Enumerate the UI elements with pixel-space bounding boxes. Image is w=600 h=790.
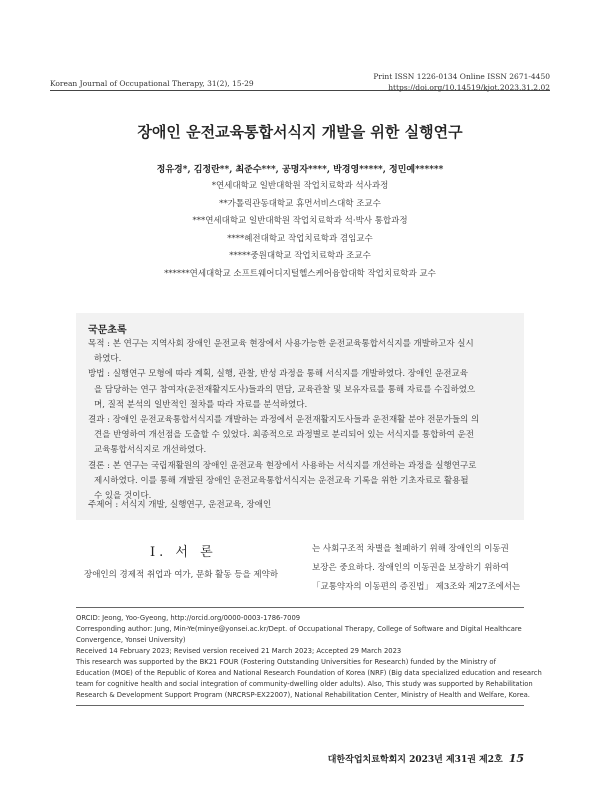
section-title: I. 서 론 (150, 545, 217, 560)
journal-reference: Korean Journal of Occupational Therapy, 31(2), 15-29 (50, 79, 254, 88)
received-dates-note: Received 14 February 2023; Revised version received 21 March 2023; Accepted 29 March 2023 (76, 647, 402, 655)
abstract-heading: 국문초록 (88, 325, 127, 336)
author-list: 정유경*, 김정란**, 최준수***, 공명자****, 박경영*****, 정민예****** (156, 165, 444, 175)
abstract-line: 결론 : 본 연구는 국립재활원의 장애인 운전교육 현장에서 사용하는 서식지를 개선하는 과정을 실행연구로 (88, 460, 477, 471)
abstract-line: 제시하였다. 이를 통해 개발된 장애인 운전교육통합서식지는 운전교육 기록을 위한 기초자료로 활용될 (94, 475, 469, 486)
abstract-line: 며, 질적 분석의 일반적인 절차를 따라 자료를 분석하였다. (94, 399, 308, 410)
abstract-line: 목적 : 본 연구는 지역사회 장애인 운전교육 현장에서 사용가능한 운전교육통합서식지를 개발하고자 실시 (88, 339, 474, 349)
abstract-line: 수 있을 것이다. (94, 491, 152, 501)
right-column-line: 「교통약자의 이동편의 증진법」 제3조와 제27조에서는 (312, 582, 521, 592)
page-number: 15 (508, 752, 524, 765)
keywords: 주제어 : 서식지 개발, 실행연구, 운전교육, 장애인 (88, 500, 272, 510)
journal-footer (328, 752, 524, 765)
doi-link[interactable]: https://doi.org/10.14519/kjot.2023.31.2.02 (388, 83, 550, 92)
abstract-line: 결과 : 장애인 운전교육통합서식지를 개발하는 과정에서 운전재활지도사들과 운전재활 분야 전문가들의 의 (88, 415, 480, 425)
affiliation: ******연세대학교 소프트웨어디지털헬스케어융합대학 작업치료학과 교수 (164, 268, 436, 279)
abstract-line: 견을 반영하여 개선점을 도출할 수 있었다. 최종적으로 과정별로 분리되어 있는 서식지를 통합하여 운전 (94, 430, 474, 441)
header-rule (50, 90, 550, 91)
abstract-line: 방법 : 실행연구 모형에 따라 계획, 실행, 관찰, 반성 과정을 통해 서식지를 개발하였다. 장애인 운전교육 (88, 369, 468, 380)
affiliation: *연세대학교 일반대학원 작업치료학과 석사과정 (211, 181, 389, 191)
funding-note: Education (MOE) of the Republic of Korea and National Research Foundation of Korea (NRF) (Big data specialized education and research (76, 669, 542, 677)
right-column-line: 보장은 중요하다. 장애인의 이동권을 보장하기 위하여 (312, 563, 509, 573)
article-title: 장애인 운전교육통합서식지 개발을 위한 실행연구 (137, 123, 463, 141)
affiliation: **가톨릭관동대학교 휴먼서비스대학 조교수 (219, 198, 381, 209)
footnote-bottom-rule (76, 705, 524, 706)
abstract-line: 교육통합서식지로 개선하였다. (94, 445, 207, 456)
right-column-line: 는 사회구조적 차별을 철폐하기 위해 장애인의 이동권 (312, 544, 509, 554)
funding-note: This research was supported by the BK21 FOUR (Fostering Outstanding Universities for Research) funded by the Ministry of (76, 658, 496, 666)
funding-note: team for cognitive health and social integration of community-dwelling older adults). Also, This study was supported by Rehabilitation (76, 680, 533, 688)
abstract-line: 하였다. (94, 354, 122, 365)
issn-text: Print ISSN 1226-0134 Online ISSN 2671-4450 (373, 72, 550, 81)
orcid-note: ORCID: Jeong, Yoo-Gyeong, http://orcid.org/0000-0003-1786-7009 (76, 614, 301, 622)
affiliation: ****혜전대학교 작업치료학과 겸임교수 (227, 233, 373, 244)
affiliation: ***연세대학교 일반대학원 작업치료학과 석·박사 통합과정 (192, 216, 408, 226)
footnotes (76, 613, 542, 701)
affiliation: *****중원대학교 작업치료학과 조교수 (229, 251, 371, 261)
corresponding-author-note: Convergence, Yonsei University) (76, 636, 186, 644)
footnote-rule (76, 607, 524, 608)
corresponding-author-note: Corresponding author: Jung, Min-Ye(minye@yonsei.ac.kr/Dept. of Occupational Therapy, College of Software and Digital Healthcare (76, 625, 522, 633)
abstract-line: 을 담당하는 연구 참여자(운전재활지도사)들과의 면담, 교육관찰 및 보유자료를 통해 자료를 수집하였으 (94, 384, 476, 395)
left-column-text: 장애인의 경제적 취업과 여가, 문화 활동 등을 제약하 (84, 570, 279, 580)
affiliation-list (0, 178, 600, 283)
journal-issue: 대한작업치료학회지 2023년 제31권 제2호 (327, 755, 503, 765)
funding-note: Research & Development Support Program (NRCRSP-EX22007), National Rehabilitation Center, Ministry of Health and Welfare, Korea. (76, 691, 530, 699)
